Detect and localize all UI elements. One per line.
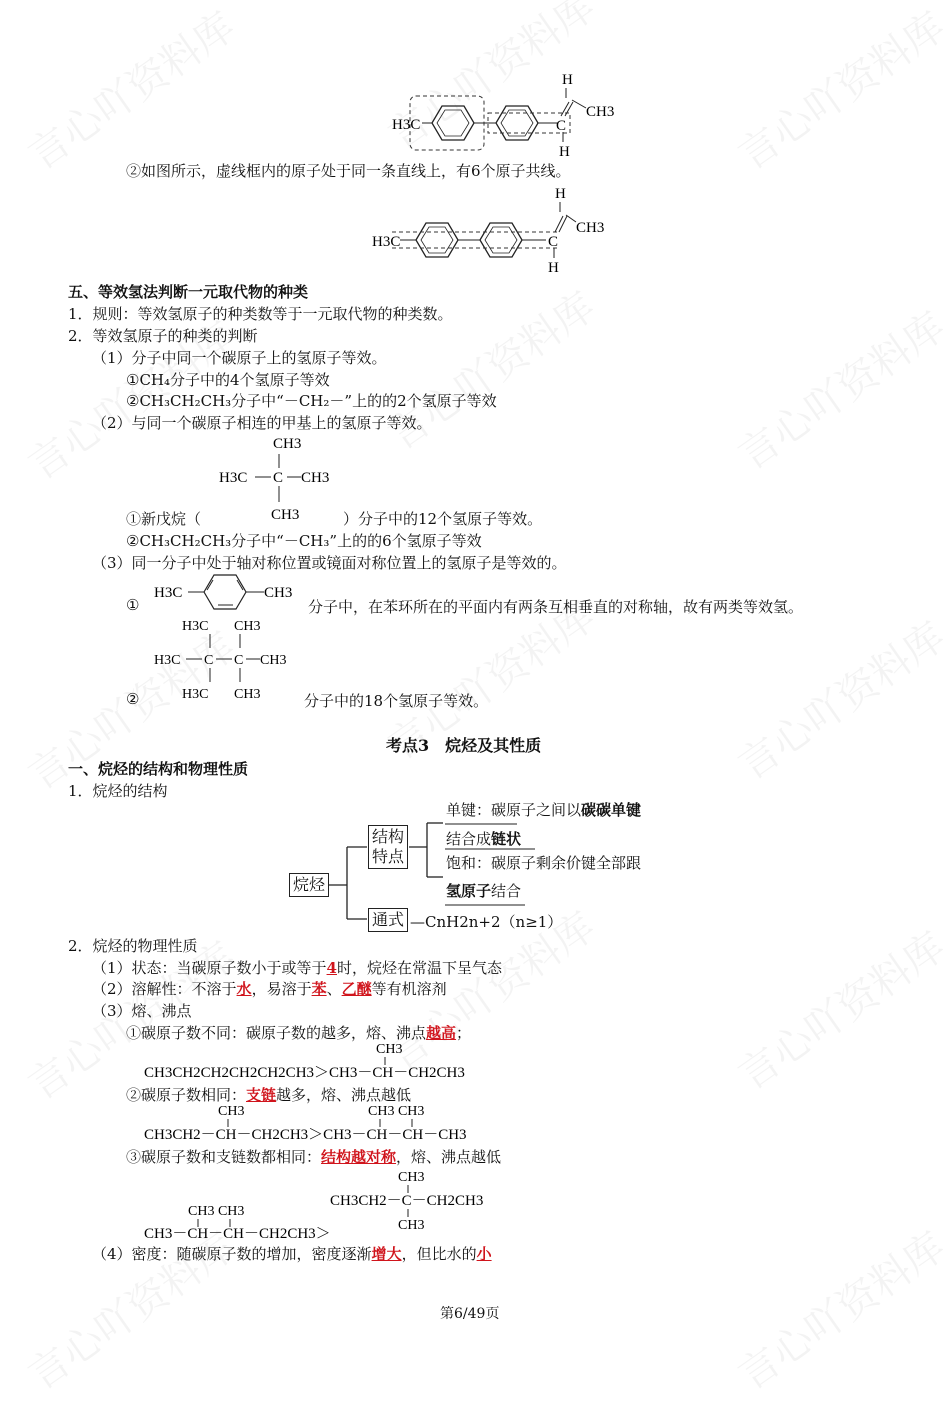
bp2-main: CH3CH2－CH－CH2CH3＞CH3－CH－CH－CH3	[144, 1127, 467, 1143]
fig2-c-mid: C	[548, 234, 559, 250]
watermark	[725, 0, 952, 181]
page-number: 第6/49页	[440, 1306, 500, 1322]
text: ，熔、沸点越低	[396, 1148, 502, 1166]
text-line: ）分子中的12个氢原子等效。	[343, 510, 543, 528]
text: ③碳原子数和支链数都相同：	[126, 1148, 322, 1166]
answer: 增大	[371, 1245, 402, 1263]
pxy-right: CH3	[264, 585, 293, 601]
fig1-h-top: H	[562, 72, 573, 88]
fig2-ch3: CH3	[576, 220, 605, 236]
bp1-formula	[140, 1037, 500, 1081]
text: （2）溶解性：不溶于	[92, 980, 237, 998]
text-line: 1．规则：等效氢原子的种类数等于一元取代物的种类数。	[68, 305, 453, 323]
diagram-node-formula: 通式	[368, 908, 408, 932]
section-title: 一、烷烃的结构和物理性质	[68, 760, 249, 778]
tmb-tl: H3C	[182, 619, 209, 634]
text: 越多，熔、沸点越低	[276, 1086, 412, 1104]
text-line: 分子中的18个氢原子等效。	[304, 692, 489, 710]
section-title: 五、等效氢法判断一元取代物的种类	[68, 283, 309, 301]
node-line2: 特点	[372, 847, 405, 866]
bp1-main: CH3CH2CH2CH2CH2CH3＞CH3－CH－CH2CH3	[144, 1065, 465, 1081]
text: 等有机溶剂	[371, 980, 447, 998]
watermark	[725, 296, 952, 480]
text-line: ②CH₃CH₂CH₃分子中“－CH₃”上的的6个氢原子等效	[126, 532, 482, 550]
structure-figure-2	[370, 182, 630, 274]
tmb-right: CH3	[260, 653, 287, 668]
text-line	[92, 1243, 492, 1264]
text-line: 1．烷烃的结构	[68, 782, 168, 800]
text-key: 链状	[491, 830, 522, 848]
text: 、	[326, 980, 342, 998]
text: ②碳原子数相同：	[126, 1086, 247, 1104]
watermark	[15, 0, 244, 181]
bp1-sub: CH3	[376, 1042, 403, 1057]
neo-left: H3C	[219, 470, 248, 486]
text: 时，烷烃在常温下呈气态	[336, 959, 502, 977]
text: 单键：碳原子之间以	[446, 801, 582, 819]
bp3-left-main: CH3－CH－CH－CH2CH3＞	[144, 1226, 331, 1242]
text: （4）密度：随碳原子数的增加，密度逐渐	[92, 1245, 372, 1263]
general-formula: —CnH2n+2（n≥1）	[410, 913, 563, 931]
neopentane-structure	[215, 430, 345, 530]
text-line: （3）同一分子中处于轴对称位置或镜面对称位置上的氢原子是等效的。	[92, 554, 567, 572]
text-line	[92, 957, 502, 978]
neo-bottom: CH3	[271, 507, 300, 523]
tmb-tr: CH3	[234, 619, 261, 634]
fig2-h-top: H	[555, 186, 566, 202]
text-line: 2．烷烃的物理性质	[68, 937, 198, 955]
bp2-sub2: CH3 CH3	[368, 1104, 425, 1119]
answer: 乙醚	[341, 980, 372, 998]
answer: 苯	[311, 980, 327, 998]
tetramethylbutane-structure	[150, 612, 300, 706]
bp3-right-top: CH3	[398, 1170, 425, 1185]
item-number: ②	[126, 690, 140, 708]
kaodian-title: 考点3 烷烃及其性质	[386, 736, 542, 755]
text-line: （1）分子中同一个碳原子上的氢原子等效。	[92, 349, 387, 367]
text-line: ②CH₃CH₂CH₃分子中“－CH₂－”上的的2个氢原子等效	[126, 392, 497, 410]
text-line: （3）熔、沸点	[92, 1002, 192, 1020]
answer: 结构越对称	[321, 1148, 397, 1166]
text-line: 2．等效氢原子的种类的判断	[68, 327, 258, 345]
watermark	[725, 1216, 952, 1400]
tmb-c2: C	[234, 653, 244, 668]
text: 结合	[491, 882, 522, 900]
diagram-root: 烷烃	[289, 873, 329, 897]
answer: 越高	[426, 1024, 457, 1042]
text: ，易溶于	[251, 980, 312, 998]
answer: 4	[326, 959, 337, 977]
tmb-c1: C	[204, 653, 214, 668]
neo-right: CH3	[301, 470, 330, 486]
item-number: ①	[126, 596, 140, 614]
note-text: ②如图所示，虚线框内的原子处于同一条直线上，有6个原子共线。	[126, 162, 571, 180]
watermark	[725, 916, 952, 1100]
bp3-left-top: CH3 CH3	[188, 1204, 245, 1219]
pxy-left: H3C	[154, 585, 183, 601]
node-line1: 结构	[372, 827, 405, 846]
answer: 支链	[246, 1086, 277, 1104]
text-line: ①新戊烷（	[126, 510, 202, 528]
bp2-formula	[140, 1099, 500, 1145]
text-line: ①CH₄分子中的4个氢原子等效	[126, 371, 330, 389]
structure-figure-1	[380, 66, 640, 158]
text: 结合成	[446, 830, 492, 848]
text-line: 分子中，在苯环所在的平面内有两条互相垂直的对称轴，故有两类等效氢。	[308, 598, 804, 616]
text-line	[92, 978, 447, 999]
answer: 水	[236, 980, 252, 998]
diagram-line	[446, 880, 521, 901]
fig1-ch3: CH3	[586, 104, 615, 120]
bp3-right-bottom: CH3	[398, 1218, 425, 1233]
fig2-h3c: H3C	[372, 234, 401, 250]
tmb-left: H3C	[154, 653, 181, 668]
fig1-h3c: H3C	[392, 117, 421, 133]
bp2-sub1: CH3	[218, 1104, 245, 1119]
diagram-line	[446, 828, 521, 849]
text: （1）状态：当碳原子数小于或等于	[92, 959, 327, 977]
diagram-line: 饱和：碳原子剩余价键全部跟	[446, 854, 642, 872]
tmb-br: CH3	[234, 687, 261, 702]
watermark	[725, 606, 952, 790]
tmb-bl: H3C	[182, 687, 209, 702]
bp3-right-main: CH3CH2－C－CH2CH3	[330, 1193, 484, 1209]
diagram-node-structure	[368, 825, 408, 869]
fig1-c-mid: C	[556, 118, 567, 134]
text-key: 碳碳单键	[581, 801, 642, 819]
text: ；	[456, 1024, 472, 1042]
neo-top: CH3	[273, 436, 302, 452]
text-line: （2）与同一个碳原子相连的甲基上的氢原子等效。	[92, 414, 432, 432]
fig1-h-bottom: H	[559, 144, 570, 158]
neo-center: C	[273, 470, 284, 486]
text: ，但比水的	[401, 1245, 477, 1263]
text-key: 氢原子	[446, 882, 492, 900]
bp3-formula	[140, 1163, 520, 1243]
fig2-h-bottom: H	[548, 260, 559, 274]
diagram-line	[446, 799, 641, 820]
answer: 小	[476, 1245, 492, 1263]
text: ①碳原子数不同：碳原子数的越多，熔、沸点	[126, 1024, 427, 1042]
